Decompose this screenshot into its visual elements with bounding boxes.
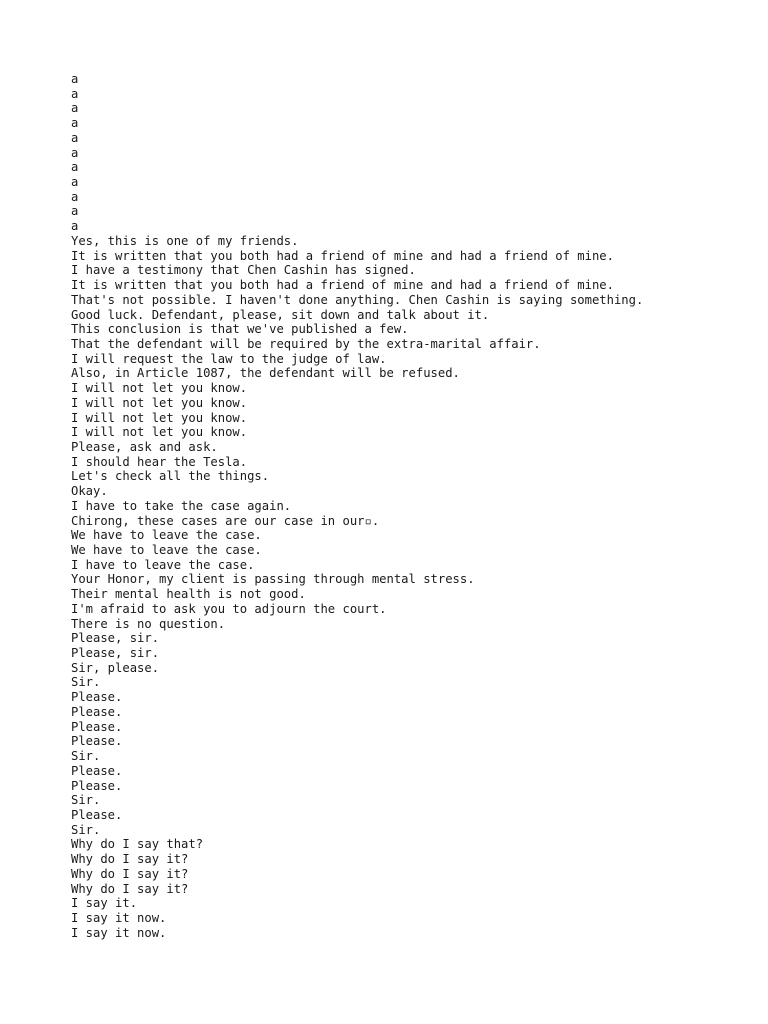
transcript-line: Sir. bbox=[71, 675, 101, 690]
transcript-line: I will not let you know. bbox=[71, 395, 248, 410]
transcript-line: This conclusion is that we've published a few. bbox=[71, 322, 409, 337]
transcript-line: Why do I say that? bbox=[71, 837, 204, 852]
transcript-line: Sir, please. bbox=[71, 660, 160, 675]
transcript-line: a bbox=[71, 189, 79, 204]
transcript-line: We have to leave the case. bbox=[71, 528, 262, 543]
transcript-line: Please, sir. bbox=[71, 646, 160, 661]
transcript-line: I say it. bbox=[71, 896, 138, 911]
transcript-line: Why do I say it? bbox=[71, 852, 189, 867]
transcript-line: Please. bbox=[71, 778, 123, 793]
transcript-line: Good luck. Defendant, please, sit down and talk about it. bbox=[71, 307, 490, 322]
transcript-line: Okay. bbox=[71, 484, 108, 499]
transcript-line: I say it now. bbox=[71, 910, 167, 925]
transcript-line: Please, ask and ask. bbox=[71, 439, 218, 454]
transcript-line: Please. bbox=[71, 719, 123, 734]
transcript-line: I'm afraid to ask you to adjourn the court. bbox=[71, 601, 387, 616]
transcript-line: Also, in Article 1087, the defendant will be refused. bbox=[71, 366, 460, 381]
transcript-line: a bbox=[71, 72, 79, 86]
transcript-line: a bbox=[71, 160, 79, 175]
transcript-line: Sir. bbox=[71, 793, 101, 808]
transcript-line: It is written that you both had a friend of mine and had a friend of mine. bbox=[71, 278, 614, 293]
transcript-line: I will not let you know. bbox=[71, 425, 248, 440]
transcript-line: I will not let you know. bbox=[71, 410, 248, 425]
transcript-line: Please. bbox=[71, 807, 123, 822]
transcript-line: a bbox=[71, 116, 79, 131]
transcript-line: I have to leave the case. bbox=[71, 557, 255, 572]
transcript-line: Chirong, these cases are our case in our▫. bbox=[71, 513, 380, 528]
transcript-line: a bbox=[71, 175, 79, 190]
transcript-line: That the defendant will be required by the extra-marital affair. bbox=[71, 336, 541, 351]
transcript-line: Let's check all the things. bbox=[71, 469, 270, 484]
transcript-line: That's not possible. I haven't done anything. Chen Cashin is saying something. bbox=[71, 292, 644, 307]
transcript-line: a bbox=[71, 219, 79, 234]
transcript-line: Please. bbox=[71, 734, 123, 749]
transcript-line: I should hear the Tesla. bbox=[71, 454, 248, 469]
transcript-line: Yes, this is one of my friends. bbox=[71, 233, 299, 248]
transcript-line: Why do I say it? bbox=[71, 881, 189, 896]
transcript-line: Why do I say it? bbox=[71, 866, 189, 881]
transcript-line: I have a testimony that Chen Cashin has signed. bbox=[71, 263, 416, 278]
transcript-line: Please. bbox=[71, 763, 123, 778]
transcript-line: Your Honor, my client is passing through mental stress. bbox=[71, 572, 475, 587]
transcript-line: Sir. bbox=[71, 822, 101, 837]
transcript-line: I say it now. bbox=[71, 925, 167, 940]
transcript-line: There is no question. bbox=[71, 616, 226, 631]
transcript-line: We have to leave the case. bbox=[71, 543, 262, 557]
transcript-line: a bbox=[71, 204, 79, 219]
transcript-line: I have to take the case again. bbox=[71, 498, 292, 513]
transcript-line: Please. bbox=[71, 690, 123, 705]
transcript-line: Their mental health is not good. bbox=[71, 587, 306, 602]
transcript-line: Sir. bbox=[71, 749, 101, 764]
transcript-line: I will not let you know. bbox=[71, 381, 248, 396]
transcript-line: I will request the law to the judge of law. bbox=[71, 351, 387, 366]
transcript-line: a bbox=[71, 101, 79, 116]
transcript-line: Please. bbox=[71, 704, 123, 719]
transcript-line: a bbox=[71, 86, 79, 101]
transcript-line: It is written that you both had a friend of mine and had a friend of mine. bbox=[71, 248, 614, 263]
transcript-line: a bbox=[71, 130, 79, 145]
transcript-text-block bbox=[71, 72, 751, 940]
transcript-line: Please, sir. bbox=[71, 631, 160, 646]
transcript-line: a bbox=[71, 145, 79, 160]
